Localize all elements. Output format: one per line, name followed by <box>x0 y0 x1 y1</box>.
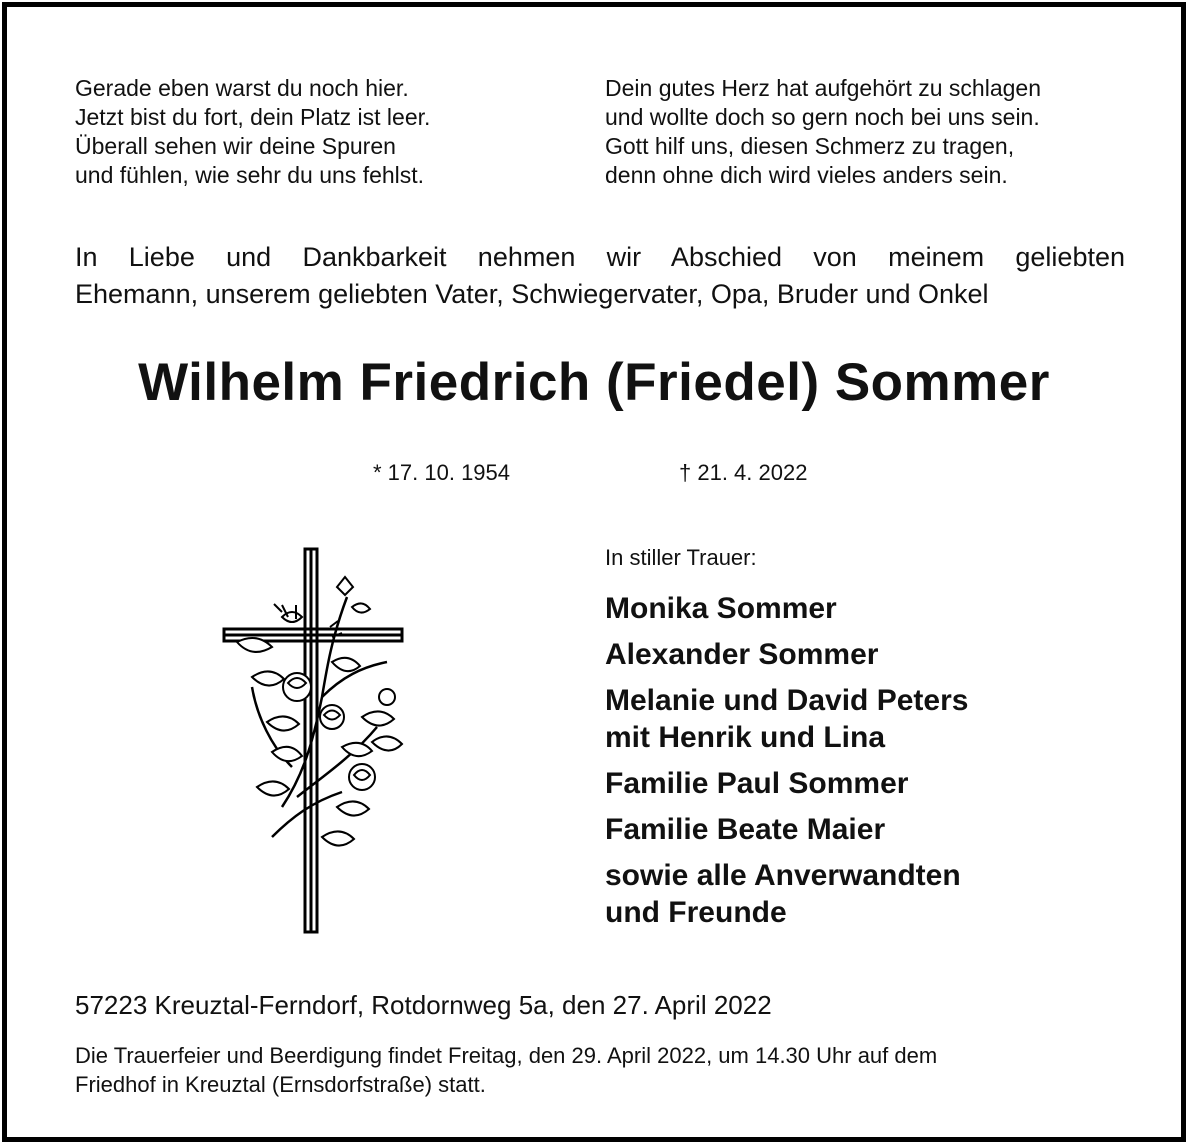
intro-text <box>75 239 1125 313</box>
poem-right-line: und wollte doch so gern noch bei uns sein. <box>605 104 1040 130</box>
intro-line: Ehemann, unserem geliebten Vater, Schwiegervater, Opa, Bruder und Onkel <box>75 279 989 309</box>
mourners-list <box>605 590 968 940</box>
mourner-name: Monika Sommer <box>605 592 837 625</box>
mourner-name: Alexander Sommer <box>605 638 879 671</box>
place-and-date: 57223 Kreuztal-Ferndorf, Rotdornweg 5a, den 27. April 2022 <box>75 990 772 1020</box>
mourner-name: und Freunde <box>605 896 787 929</box>
poem-left-line: und fühlen, wie sehr du uns fehlst. <box>75 162 425 188</box>
mourner-entry <box>605 590 968 627</box>
mourner-name: mit Henrik und Lina <box>605 721 886 754</box>
mourner-name: sowie alle Anverwandten <box>605 859 961 892</box>
mourner-name: Familie Paul Sommer <box>605 767 909 800</box>
funeral-line: Die Trauerfeier und Beerdigung findet Freitag, den 29. April 2022, um 14.30 Uhr auf dem <box>75 1043 938 1068</box>
poem-left-line: Gerade eben warst du noch hier. <box>75 75 409 101</box>
mourner-name: Familie Beate Maier <box>605 813 886 846</box>
mourner-entry <box>605 811 968 848</box>
mourner-name: Melanie und David Peters <box>605 684 969 717</box>
poem-right <box>605 74 1041 190</box>
poem-right-line: Gott hilf uns, diesen Schmerz zu tragen, <box>605 133 1015 159</box>
mourner-entry <box>605 682 968 756</box>
poem-right-line: denn ohne dich wird vieles anders sein. <box>605 162 1008 188</box>
birth-date: * 17. 10. 1954 <box>373 460 511 485</box>
poem-left-line: Überall sehen wir deine Spuren <box>75 133 396 159</box>
death-date: † 21. 4. 2022 <box>679 460 808 485</box>
mourner-entry <box>605 857 968 931</box>
poem-left-line: Jetzt bist du fort, dein Platz ist leer. <box>75 104 431 130</box>
funeral-line: Friedhof in Kreuztal (Ernsdorfstraße) statt. <box>75 1072 486 1097</box>
poem-left <box>75 74 430 190</box>
funeral-info <box>75 1041 1125 1099</box>
cross-with-roses-icon <box>212 547 412 942</box>
intro-line: In Liebe und Dankbarkeit nehmen wir Abschied von meinem geliebten <box>75 242 1125 272</box>
mourners-heading: In stiller Trauer: <box>605 545 757 570</box>
poem-right-line: Dein gutes Herz hat aufgehört zu schlagen <box>605 75 1041 101</box>
mourner-entry <box>605 636 968 673</box>
obituary-notice <box>2 2 1186 1142</box>
mourner-entry <box>605 765 968 802</box>
deceased-name: Wilhelm Friedrich (Friedel) Sommer <box>138 353 1050 412</box>
